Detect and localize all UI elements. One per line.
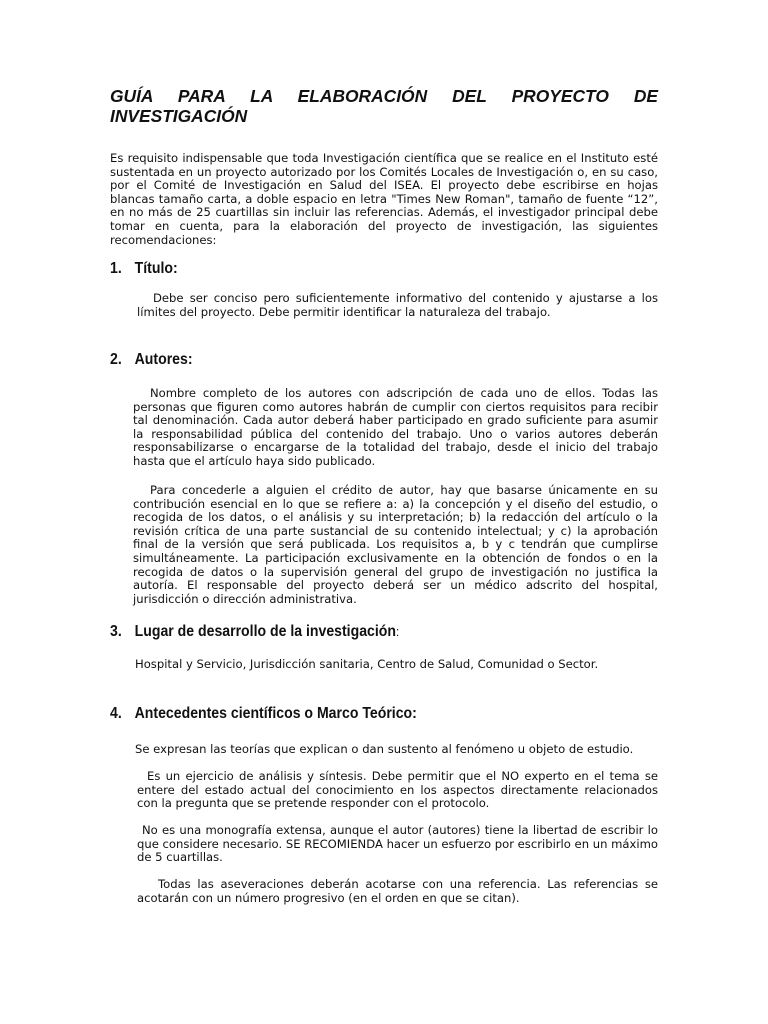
document-title-line1: GUÍA PARA LA ELABORACIÓN DEL PROYECTO DE <box>110 86 658 106</box>
section-paragraph: Todas las aseveraciones deberán acotarse con una referencia. Las referencias se acotarán con un número progresivo (en el orden en que se citan). <box>137 877 658 905</box>
section-heading-text: Título: <box>134 260 178 277</box>
section-heading-autores <box>110 350 193 370</box>
section-number: 2. <box>110 351 122 368</box>
section-number: 1. <box>110 260 122 277</box>
section-heading-text: Autores: <box>134 351 193 368</box>
section-paragraph: Debe ser conciso pero suficientemente informativo del contenido y ajustarse a los límites del proyecto. Debe permitir identificar la naturaleza del trabajo. <box>137 291 658 319</box>
section-paragraph: Para concederle a alguien el crédito de autor, hay que basarse únicamente en su contribución esencial en lo que se refiere a: a) la concepción y el diseño del estudio, o recogida de los datos, o el análisis y su interpretación; b) la redacción del artículo o la revisión crítica de una parte sustancial de su contenido intelectual; y c) la aprobación final de la versión que será publicada. Los requisitos a, b y c tendrán que cumplirse simultáneamente. La participación exclusivamente en la obtención de fondos o en la recogida de datos o la supervisión general del grupo de investigación no justifica la autoría. El responsable del proyecto deberá ser un médico adscrito del hospital, jurisdicción o dirección administrativa. <box>133 483 658 606</box>
section-paragraph: Nombre completo de los autores con adscripción de cada uno de ellos. Todas las personas que figuren como autores habrán de cumplir con ciertos requisitos para recibir tal denominación. Cada autor deberá haber participado en grado suficiente para asumir la responsabilidad pública del contenido del trabajo. Uno o varios autores deberán responsabilizarse o encargarse de la totalidad del trabajo, desde el inicio del trabajo hasta que el artículo haya sido publicado. <box>133 386 658 468</box>
section-heading-titulo <box>110 259 178 279</box>
section-heading-text: Lugar de desarrollo de la investigación <box>134 623 396 640</box>
section-heading-lugar <box>110 622 399 642</box>
section-paragraph: Se expresan las teorías que explican o dan sustento al fenómeno u objeto de estudio. <box>135 742 634 756</box>
section-paragraph: No es una monografía extensa, aunque el autor (autores) tiene la libertad de escribir lo que considere necesario. SE RECOMIENDA hacer un esfuerzo por escribirlo en un máximo de 5 cuartillas. <box>137 823 658 865</box>
section-heading-text: Antecedentes científicos o Marco Teórico: <box>134 705 417 722</box>
section-paragraph: Hospital y Servicio, Jurisdicción sanitaria, Centro de Salud, Comunidad o Sector. <box>135 657 599 671</box>
section-number: 3. <box>110 623 122 640</box>
section-number: 4. <box>110 705 122 722</box>
document-title <box>110 86 658 126</box>
section-paragraph: Es un ejercicio de análisis y síntesis. Debe permitir que el NO experto en el tema se entere del estado actual del conocimiento en los aspectos directamente relacionados con la pregunta que se pretende responder con el protocolo. <box>137 769 658 811</box>
intro-paragraph: Es requisito indispensable que toda Investigación científica que se realice en el Instituto esté sustentada en un proyecto autorizado por los Comités Locales de Investigación o, en su caso, por el Comité de Investigación en Salud del ISEA. El proyecto debe escribirse en hojas blancas tamaño carta, a doble espacio en letra "Times New Roman", tamaño de fuente “12”, en no más de 25 cuartillas sin incluir las referencias. Además, el investigador principal debe tomar en cuenta, para la elaboración del proyecto de investigación, las siguientes recomendaciones: <box>110 151 658 247</box>
document-title-line2: INVESTIGACIÓN <box>110 106 248 126</box>
section-heading-antecedentes <box>110 704 417 724</box>
section-heading-suffix: : <box>395 624 400 639</box>
